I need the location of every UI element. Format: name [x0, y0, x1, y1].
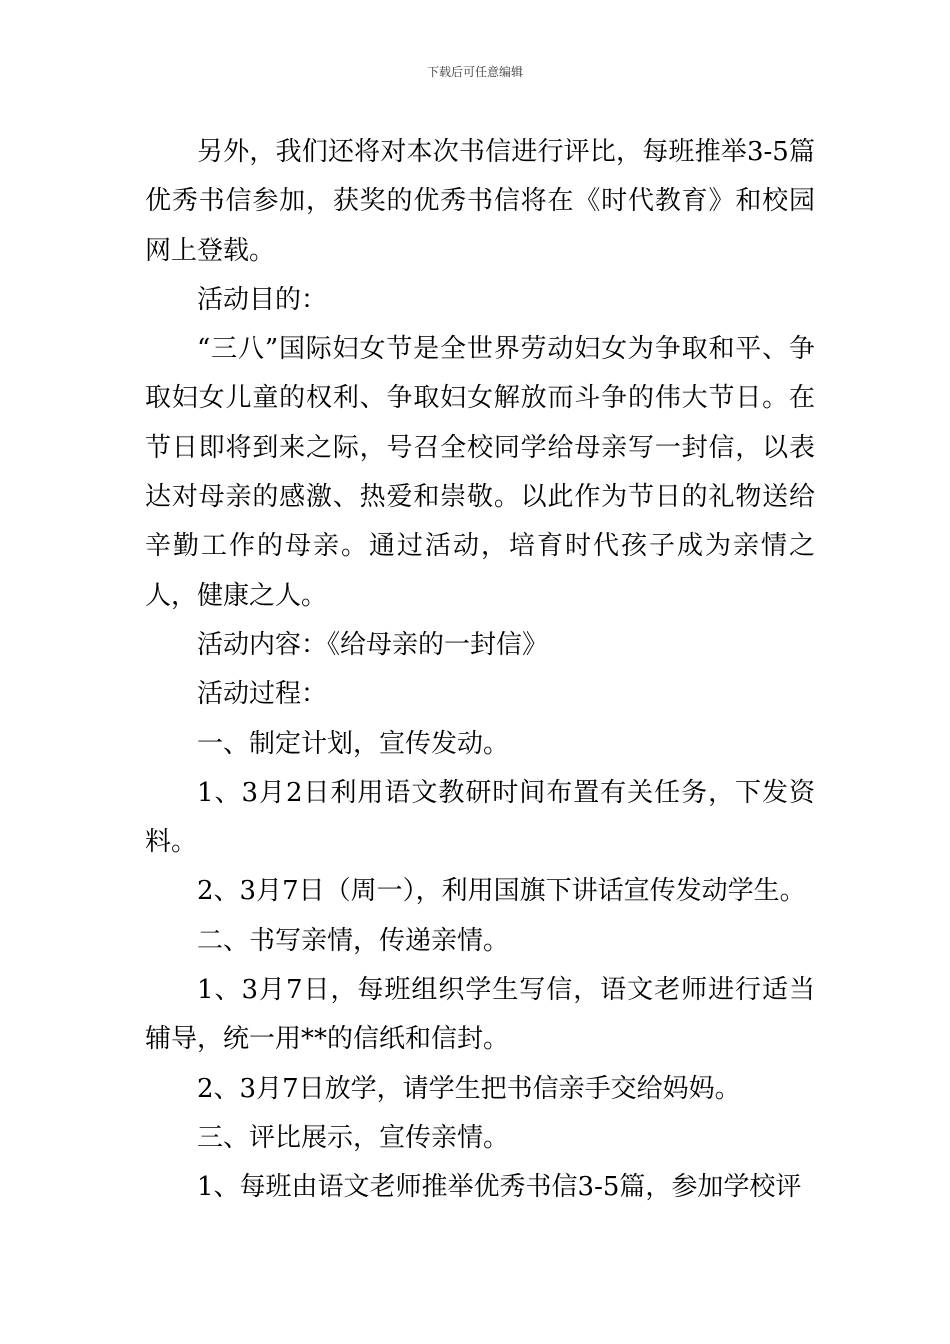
heading-process: 活动过程： [197, 679, 328, 710]
heading-content: 活动内容：《给母亲的一封信》 [197, 629, 549, 660]
document-body [145, 128, 815, 1213]
paragraph-appraisal: 另外，我们还将对本次书信进行评比，每班推举3-5篇优秀书信参加，获奖的优秀书信将在《时代教育》和校园网上登载。 [145, 137, 815, 266]
section-one-item-1: 1、3月2日利用语文教研时间布置有关任务，下发资料。 [145, 777, 815, 858]
page-header: 下载后可任意编辑 [426, 65, 523, 79]
section-one-title: 一、制定计划，宣传发动。 [197, 728, 510, 759]
section-three-title: 三、评比展示，宣传亲情。 [197, 1122, 510, 1153]
section-three-item-1: 1、每班由语文老师推举优秀书信3-5篇，参加学校评 [197, 1172, 802, 1203]
section-two-item-1: 1、3月7日，每班组织学生写信，语文老师进行适当辅导，统一用**的信纸和信封。 [145, 975, 815, 1055]
section-two-title: 二、书写亲情，传递亲情。 [197, 925, 510, 956]
heading-purpose: 活动目的： [197, 284, 328, 315]
section-two-item-2: 2、3月7日放学，请学生把书信亲手交给妈妈。 [197, 1073, 741, 1104]
section-one-item-2: 2、3月7日（周一），利用国旗下讲话宣传发动学生。 [197, 876, 806, 907]
paragraph-purpose: “三八”国际妇女节是全世界劳动妇女为争取和平、争取妇女儿童的权利、争取妇女解放而斗争的伟大节日。在节日即将到来之际，号召全校同学给母亲写一封信，以表达对母亲的感激、热爱和崇敬。以此作为节日的礼物送给辛勤工作的母亲。通过活动，培育时代孩子成为亲情之人，健康之人。 [145, 334, 815, 611]
